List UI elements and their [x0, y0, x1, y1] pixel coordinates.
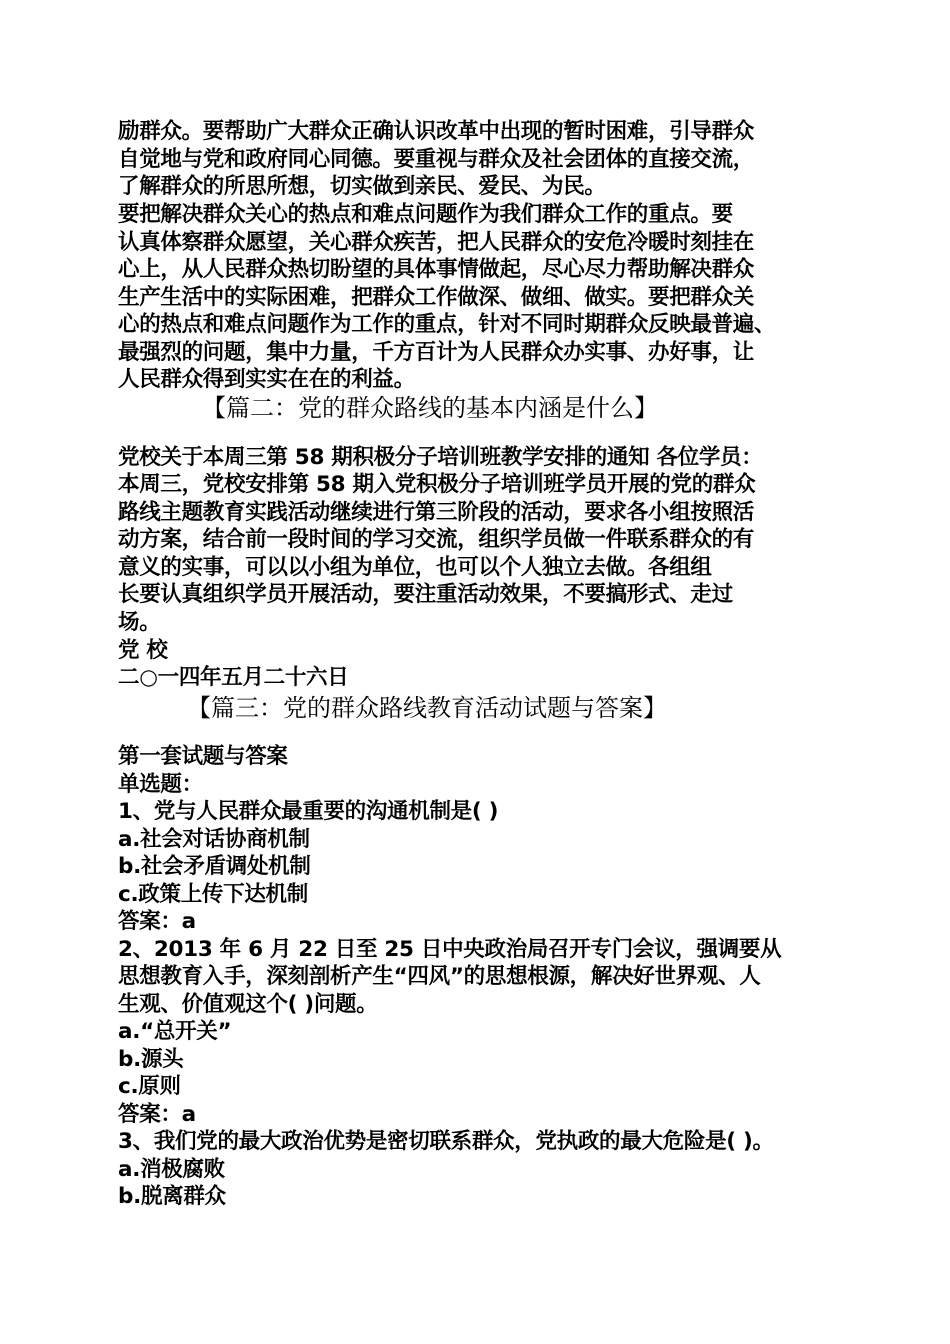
text-line: 党校关于本周三第 58 期积极分子培训班教学安排的通知 各位学员：: [118, 445, 763, 470]
text-line: 本周三，党校安排第 58 期入党积极分子培训班学员开展的党的群众: [118, 472, 756, 497]
text-line: 生产生活中的实际困难，把群众工作做深、做细、做实。要把群众关: [118, 285, 755, 310]
text-line: 长要认真组织学员开展活动，要注重活动效果，不要搞形式、走过: [118, 582, 733, 607]
option: b.源头: [118, 1047, 184, 1072]
question: 2、2013 年 6 月 22 日至 25 日中央政治局召开专门会议，强调要从: [118, 937, 782, 962]
text-line: 单选题：: [118, 772, 203, 797]
option: b.脱离群众: [118, 1184, 226, 1209]
option: a.消极腐败: [118, 1157, 225, 1182]
option: b.社会矛盾调处机制: [118, 854, 311, 879]
option: c.原则: [118, 1074, 181, 1099]
text-line: 自觉地与党和政府同心同德。要重视与群众及社会团体的直接交流，: [118, 147, 755, 172]
option: a.社会对话协商机制: [118, 827, 310, 852]
text-line: 路线主题教育实践活动继续进行第三阶段的活动，要求各小组按照活: [118, 500, 755, 525]
question: 3、我们党的最大政治优势是密切联系群众，党执政的最大危险是( )。: [118, 1129, 774, 1154]
text-line: 第一套试题与答案: [118, 744, 288, 769]
section-heading: 【篇二：党的群众路线的基本内涵是什么】: [202, 394, 658, 422]
signature-date: 二○一四年五月二十六日: [118, 665, 349, 690]
section-heading: 【篇三：党的群众路线教育活动试题与答案】: [187, 694, 667, 722]
answer: 答案：a: [118, 909, 196, 934]
answer: 答案：a: [118, 1102, 196, 1127]
option: c.政策上传下达机制: [118, 882, 308, 907]
text-line: 场。: [118, 610, 161, 635]
text-line: 意义的实事，可以以小组为单位，也可以个人独立去做。各组组: [118, 555, 712, 580]
signature-org: 党 校: [118, 638, 168, 663]
text-line: 励群众。要帮助广大群众正确认识改革中出现的暂时困难，引导群众: [118, 119, 755, 144]
text-line: 心的热点和难点问题作为工作的重点，针对不同时期群众反映最普遍、: [118, 312, 776, 337]
text-line: 了解群众的所思所想，切实做到亲民、爱民、为民。: [118, 174, 606, 199]
question: 思想教育入手，深刻剖析产生“四风”的思想根源，解决好世界观、人: [118, 964, 761, 989]
text-line: 认真体察群众愿望，关心群众疾苦，把人民群众的安危冷暖时刻挂在: [118, 230, 755, 255]
text-line: 动方案，结合前一段时间的学习交流，组织学员做一件联系群众的有: [118, 527, 755, 552]
text-line: 人民群众得到实实在在的利益。: [118, 367, 415, 392]
text-line: 最强烈的问题，集中力量，千方百计为人民群众办实事、办好事，让: [118, 340, 755, 365]
text-line: 要把解决群众关心的热点和难点问题作为我们群众工作的重点。要: [118, 202, 733, 227]
option: a.“总开关”: [118, 1019, 232, 1044]
question: 生观、价值观这个( )问题。: [118, 992, 378, 1017]
question: 1、党与人民群众最重要的沟通机制是( ): [118, 799, 499, 824]
text-line: 心上，从人民群众热切盼望的具体事情做起，尽心尽力帮助解决群众: [118, 257, 755, 282]
